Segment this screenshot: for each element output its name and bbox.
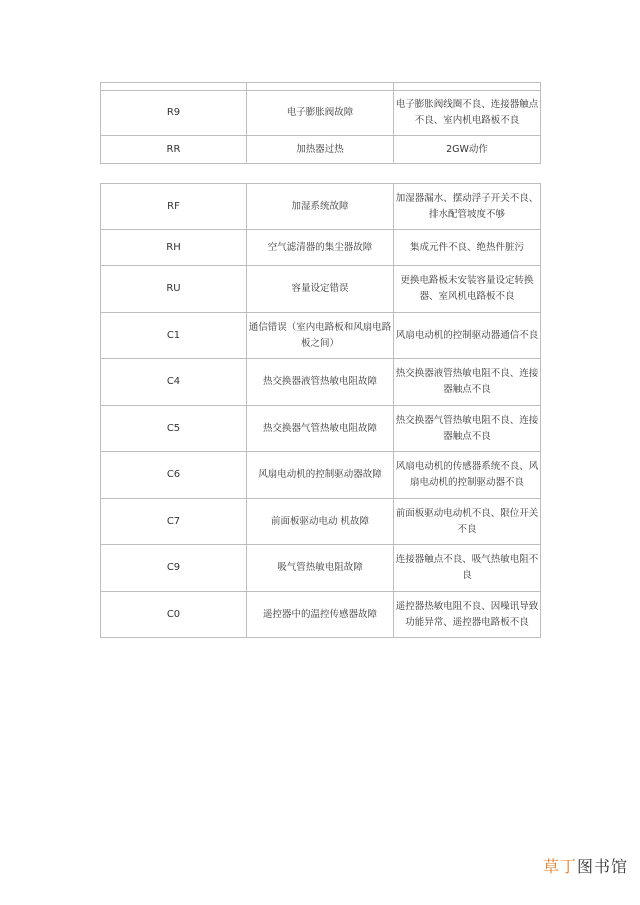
table-row bbox=[101, 359, 541, 406]
fault-cause-cell: 前面板驱动电动机不良、限位开关不良 bbox=[394, 499, 541, 545]
table-row bbox=[101, 313, 541, 359]
error-code-cell: RH bbox=[101, 230, 247, 266]
error-code-cell: RF bbox=[101, 184, 247, 230]
fault-name-cell: 容量设定错误 bbox=[247, 266, 394, 313]
fault-name-cell: 空气滤清器的集尘器故障 bbox=[247, 230, 394, 266]
fault-name-cell: 遥控器中的温控传感器故障 bbox=[247, 592, 394, 638]
table-row bbox=[101, 91, 541, 136]
table-row bbox=[101, 266, 541, 313]
table-row bbox=[101, 230, 541, 266]
error-code-cell: C9 bbox=[101, 545, 247, 592]
fault-name-cell: 电子膨胀阀故障 bbox=[247, 91, 394, 136]
fault-cause-cell: 2GW动作 bbox=[394, 136, 541, 164]
fault-name-cell: 风扇电动机的控制驱动器故障 bbox=[247, 452, 394, 499]
fault-name-cell: 热交换器液管热敏电阻故障 bbox=[247, 359, 394, 406]
error-code-cell: RU bbox=[101, 266, 247, 313]
fault-cause-cell: 电子膨胀阀线圈不良、连接器触点不良、室内机电路板不良 bbox=[394, 91, 541, 136]
error-code-cell: C5 bbox=[101, 406, 247, 452]
error-code-table-bottom bbox=[100, 183, 541, 638]
site-watermark bbox=[543, 854, 628, 877]
table-row bbox=[101, 83, 541, 91]
fault-name-cell: 吸气管热敏电阻故障 bbox=[247, 545, 394, 592]
table-row bbox=[101, 545, 541, 592]
error-code-cell: R9 bbox=[101, 91, 247, 136]
fault-name-cell: 通信错误（室内电路板和风扇电路板之间） bbox=[247, 313, 394, 359]
error-code-cell: RR bbox=[101, 136, 247, 164]
fault-cause-cell: 遥控器热敏电阻不良、因噪讯导致功能异常、遥控器电路板不良 bbox=[394, 592, 541, 638]
fault-name-cell: 前面板驱动电动 机故障 bbox=[247, 499, 394, 545]
error-code-cell: C1 bbox=[101, 313, 247, 359]
fault-name-cell: 加湿系统故障 bbox=[247, 184, 394, 230]
fault-cause-cell: 风扇电动机的传感器系统不良、风扇电动机的控制驱动器不良 bbox=[394, 452, 541, 499]
table-row bbox=[101, 592, 541, 638]
watermark-text: 图书馆 bbox=[576, 857, 628, 876]
fault-name-cell bbox=[247, 83, 394, 91]
table-row bbox=[101, 136, 541, 164]
table-row bbox=[101, 184, 541, 230]
table-row bbox=[101, 406, 541, 452]
table-row bbox=[101, 499, 541, 545]
error-code-cell: C6 bbox=[101, 452, 247, 499]
fault-cause-cell: 加湿器漏水、摆动浮子开关不良、排水配管坡度不够 bbox=[394, 184, 541, 230]
fault-cause-cell: 热交换器液管热敏电阻不良、连接器触点不良 bbox=[394, 359, 541, 406]
error-code-table-top bbox=[100, 82, 541, 164]
fault-cause-cell: 连接器触点不良、吸气热敏电阻不良 bbox=[394, 545, 541, 592]
error-code-cell: C7 bbox=[101, 499, 247, 545]
table-row bbox=[101, 452, 541, 499]
fault-cause-cell: 更换电路板未安装容量设定转换器、室风机电路板不良 bbox=[394, 266, 541, 313]
fault-name-cell: 加热器过热 bbox=[247, 136, 394, 164]
fault-cause-cell: 风扇电动机的控制驱动器通信不良 bbox=[394, 313, 541, 359]
fault-cause-cell: 热交换器气管热敏电阻不良、连接器触点不良 bbox=[394, 406, 541, 452]
error-code-cell: C4 bbox=[101, 359, 247, 406]
error-code-cell: C0 bbox=[101, 592, 247, 638]
watermark-accent-text: 草丁 bbox=[542, 857, 577, 876]
fault-cause-cell: 集成元件不良、绝热件脏污 bbox=[394, 230, 541, 266]
error-code-cell bbox=[101, 83, 247, 91]
fault-name-cell: 热交换器气管热敏电阻故障 bbox=[247, 406, 394, 452]
fault-cause-cell bbox=[394, 83, 541, 91]
